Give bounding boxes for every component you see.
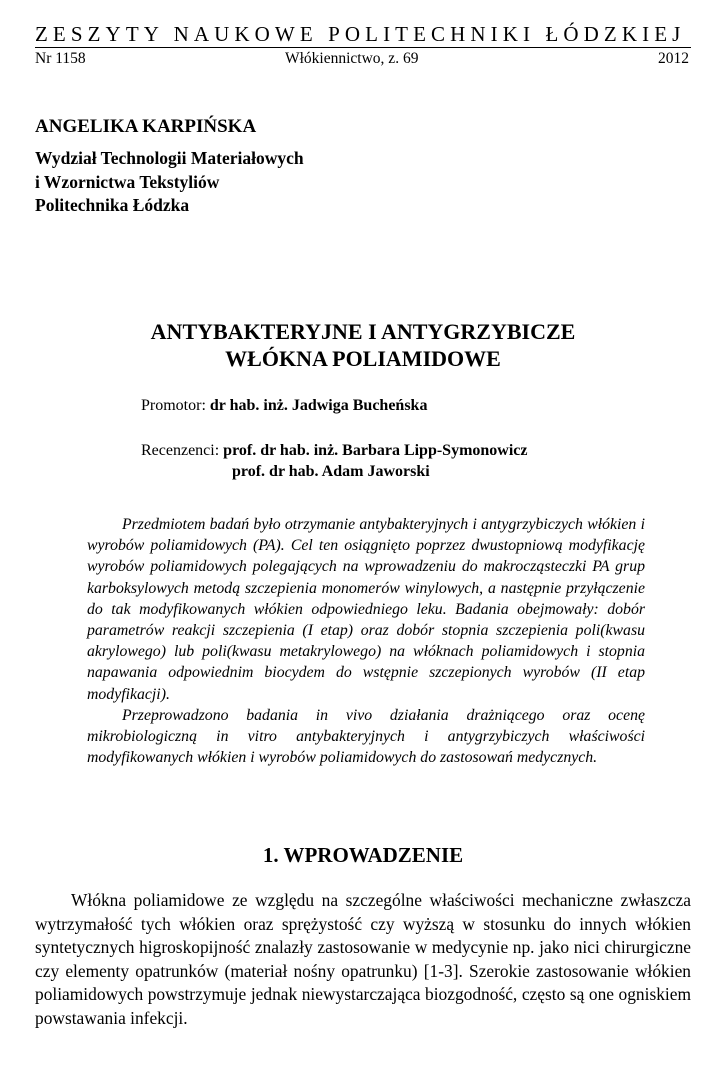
affiliation-line: i Wzornictwa Tekstyliów: [35, 171, 220, 192]
abstract-paragraph: Przedmiotem badań było otrzymanie antybakteryjnych i antygrzybiczych włókien i wyrobów poliamidowych (PA). Cel ten osiągnięto poprzez dwustopniową modyfikację wyrobów poliamidowych polegających na wprowadzeniu do makrocząsteczki PA grup karboksylowych metodą szczepienia monomerów winylowych, a następnie przyłączenie do tak modyfikowanych włókien odpowiedniego leku. Badania obejmowały: dobór parametrów reakcji szczepienia (I etap) oraz dobór stopnia szczepienia poli(kwasu akrylowego) lub poli(kwasu metakrylowego) na włóknach poliamidowych i stopnia napawania odpowiednim biocydem do wstępnie szczepionych wyrobów (II etap modyfikacji).: [87, 516, 645, 703]
promotor-name: dr hab. inż. Jadwiga Bucheńska: [209, 397, 428, 414]
header-rule: [35, 47, 691, 48]
series-info: Włókiennictwo, z. 69: [285, 50, 419, 67]
author-name: ANGELIKA KARPIŃSKA: [35, 116, 257, 137]
reviewers-label: Recenzenci:: [141, 442, 220, 459]
abstract: [87, 514, 645, 768]
abstract-paragraph: Przeprowadzono badania in vivo działania drażniącego oraz ocenę mikrobiologiczną in vitro antybakteryjnych i antygrzybiczych właściwości modyfikowanych włókien i wyrobów poliamidowych do zastosowań medycznych.: [87, 706, 645, 767]
paper-title: [35, 318, 691, 372]
body-text: [35, 889, 691, 1031]
affiliation-line: Politechnika Łódzka: [35, 195, 190, 215]
reviewers: [141, 440, 528, 482]
author-affiliation: [35, 147, 304, 218]
issue-number: Nr 1158: [35, 50, 86, 67]
title-line: ANTYBAKTERYJNE I ANTYGRZYBICZE: [150, 319, 576, 344]
reviewer-name: prof. dr hab. Adam Jaworski: [232, 463, 430, 480]
promotor: [141, 396, 427, 416]
publication-year: 2012: [658, 50, 689, 67]
body-paragraph: Włókna poliamidowe ze względu na szczególne właściwości mechaniczne zwłaszcza wytrzymałość tych włókien oraz sprężystość czy wyższą w stosunku do innych włókien syntetycznych higroskopijność znalazły zastosowanie w medycynie np. jako nici chirurgiczne czy elementy opatrunków (materiał nośny opatrunku) [1-3]. Szerokie zastosowanie włókien poliamidowych powstrzymuje jednak niewystarczająca biozgodność, często są one ogniskiem powstawania infekcji.: [35, 890, 691, 1028]
title-line: WŁÓKNA POLIAMIDOWE: [225, 346, 501, 371]
affiliation-line: Wydział Technologii Materiałowych: [35, 148, 304, 168]
promotor-label: Promotor:: [141, 397, 206, 414]
reviewer-name: prof. dr hab. inż. Barbara Lipp-Symonowicz: [223, 442, 528, 459]
journal-title: ZESZYTY NAUKOWE POLITECHNIKI ŁÓDZKIEJ: [35, 22, 686, 46]
section-heading: 1. WPROWADZENIE: [262, 843, 464, 867]
